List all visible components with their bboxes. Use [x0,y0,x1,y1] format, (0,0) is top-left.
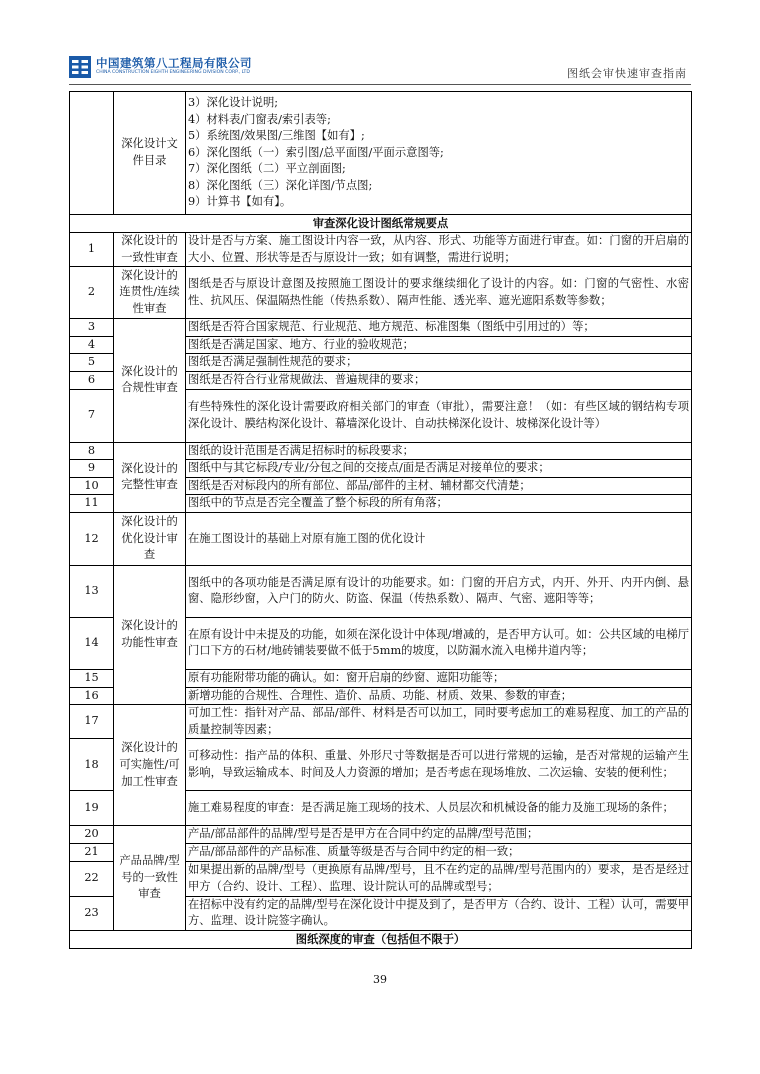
review-table [69,91,692,949]
toc-item: 8）深化图纸（三）深化详图/节点图; [188,178,373,192]
page-number: 39 [373,973,387,986]
table-row [70,565,692,617]
row-number: 5 [70,354,114,372]
toc-item: 6）深化图纸（一）索引图/总平面图/平面示意图等; [188,145,444,159]
table-row [70,233,692,267]
table-row [70,705,692,739]
row-content: 图纸的设计范围是否满足招标时的标段要求； [186,442,692,460]
row-content: 可加工性：指针对产品、部品/部件、材料是否可以加工，同时要考虑加工的难易程度、加工的产品的质量控制等因素； [186,705,692,739]
section-title: 图纸深度的审查（包括但不限于） [70,930,692,948]
section-header-row [70,930,692,948]
row-number: 22 [70,861,114,896]
row-content: 在招标中没有约定的品牌/型号在深化设计中提及到了，是否甲方（合约、设计、工程）认可，需要甲方、监理、设计院签字确认。 [186,896,692,930]
category-cell: 深化设计文件目录 [114,92,186,215]
row-number: 19 [70,791,114,826]
row-number: 15 [70,669,114,687]
category-cell: 深化设计的连贯性/连续性审查 [114,267,186,319]
toc-item: 3）深化设计说明; [188,95,279,109]
table-row [70,267,692,319]
row-number: 1 [70,233,114,267]
row-number: 6 [70,371,114,389]
row-number: 21 [70,843,114,861]
row-content: 有些特殊性的深化设计需要政府相关部门的审查（审批），需要注意！（如：有些区域的钢结构专项深化设计、膜结构深化设计、幕墙深化设计、自动扶梯深化设计、坡梯深化设计等） [186,389,692,442]
cscec-logo-icon [69,56,91,78]
row-content: 图纸是否符合国家规范、行业规范、地方规范、标准图集（图纸中引用过的）等； [186,319,692,337]
page-header [69,53,691,85]
row-number: 18 [70,739,114,791]
toc-item: 7）深化图纸（二）平立剖面图; [188,162,346,176]
row-number: 9 [70,460,114,478]
table-row [70,512,692,565]
empty-cell [70,92,114,215]
toc-list [186,92,692,215]
company-name-cn: 中国建筑第八工程局有限公司 [96,56,252,70]
row-number: 14 [70,617,114,669]
row-number: 23 [70,896,114,930]
row-number: 2 [70,267,114,319]
section-header-row [70,215,692,233]
table-row [70,442,692,460]
row-content: 图纸是否与原设计意图及按照施工图设计的要求继续细化了设计的内容。如：门窗的气密性、水密性、抗风压、保温隔热性能（传热系数）、隔声性能、透光率、遮光遮阳系数等参数； [186,267,692,319]
row-content: 产品/部品部件的产品标准、质量等级是否与合同中约定的相一致； [186,843,692,861]
row-number: 17 [70,705,114,739]
row-content: 设计是否与方案、施工图设计内容一致，从内容、形式、功能等方面进行审查。如：门窗的开启扇的大小、位置、形状等是否与原设计一致；如有调整，需进行说明； [186,233,692,267]
row-content: 图纸中的节点是否完全覆盖了整个标段的所有角落； [186,495,692,513]
toc-item: 9）计算书【如有】。 [188,195,292,209]
table-row [70,826,692,844]
row-number: 11 [70,495,114,513]
company-name-en: CHINA CONSTRUCTION EIGHTH ENGINEERING DIVISION CORP., LTD [96,70,250,75]
toc-row [70,92,692,215]
toc-item: 4）材料表/门窗表/索引表等; [188,112,331,126]
category-cell: 深化设计的完整性审查 [114,442,186,512]
row-content: 图纸中与其它标段/专业/分包之间的交接点/面是否满足对接单位的要求； [186,460,692,478]
row-content: 在施工图设计的基础上对原有施工图的优化设计 [186,512,692,565]
row-content: 图纸是否满足强制性规范的要求； [186,354,692,372]
row-number: 7 [70,389,114,442]
table-row [70,319,692,337]
category-cell: 深化设计的优化设计审查 [114,512,186,565]
toc-item: 5）系统图/效果图/三维图【如有】; [188,129,365,143]
row-content: 图纸是否对标段内的所有部位、部品/部件的主材、辅材都交代清楚； [186,477,692,495]
row-content: 图纸中的各项功能是否满足原有设计的功能要求。如：门窗的开启方式，内开、外开、内开内倒、悬窗、隐形纱窗，入户门的防火、防盗、保温（传热系数）、隔声、气密、遮阳等等； [186,565,692,617]
row-content: 新增功能的合规性、合理性、造价、品质、功能、材质、效果、参数的审查； [186,687,692,705]
category-cell: 深化设计的功能性审查 [114,565,186,704]
section-title: 审查深化设计图纸常规要点 [70,215,692,233]
document-title: 图纸会审快速审查指南 [567,67,687,80]
row-number: 20 [70,826,114,844]
category-cell: 产品品牌/型号的一致性审查 [114,826,186,930]
row-content: 如果提出新的品牌/型号（更换原有品牌/型号，且不在约定的品牌/型号范围内的）要求，是否是经过甲方（合约、设计、工程）、监理、设计院认可的品牌或型号； [186,861,692,896]
row-number: 8 [70,442,114,460]
row-content: 在原有设计中未提及的功能，如须在深化设计中体现/增减的，是否甲方认可。如：公共区域的电梯厅门口下方的石材/地砖铺装要做不低于5mm的坡度，以防漏水流入电梯井道内等； [186,617,692,669]
row-number: 10 [70,477,114,495]
row-content: 可移动性：指产品的体积、重量、外形尺寸等数据是否可以进行常规的运输，是否对常规的运输产生影响，导致运输成本、时间及人力资源的增加；是否考虑在现场堆放、二次运输、安装的便利性； [186,739,692,791]
row-content: 图纸是否符合行业常规做法、普遍规律的要求； [186,371,692,389]
row-number: 3 [70,319,114,337]
category-cell: 深化设计的可实施性/可加工性审查 [114,705,186,826]
row-content: 图纸是否满足国家、地方、行业的验收规范； [186,336,692,354]
row-content: 原有功能附带功能的确认。如：窗开启扇的纱窗、遮阳功能等； [186,669,692,687]
row-number: 13 [70,565,114,617]
row-number: 16 [70,687,114,705]
category-cell: 深化设计的合规性审查 [114,319,186,442]
row-content: 施工难易程度的审查：是否满足施工现场的技术、人员层次和机械设备的能力及施工现场的条件； [186,791,692,826]
category-cell: 深化设计的一致性审查 [114,233,186,267]
row-content: 产品/部品部件的品牌/型号是否是甲方在合同中约定的品牌/型号范围； [186,826,692,844]
row-number: 12 [70,512,114,565]
row-number: 4 [70,336,114,354]
header-divider [69,84,691,85]
